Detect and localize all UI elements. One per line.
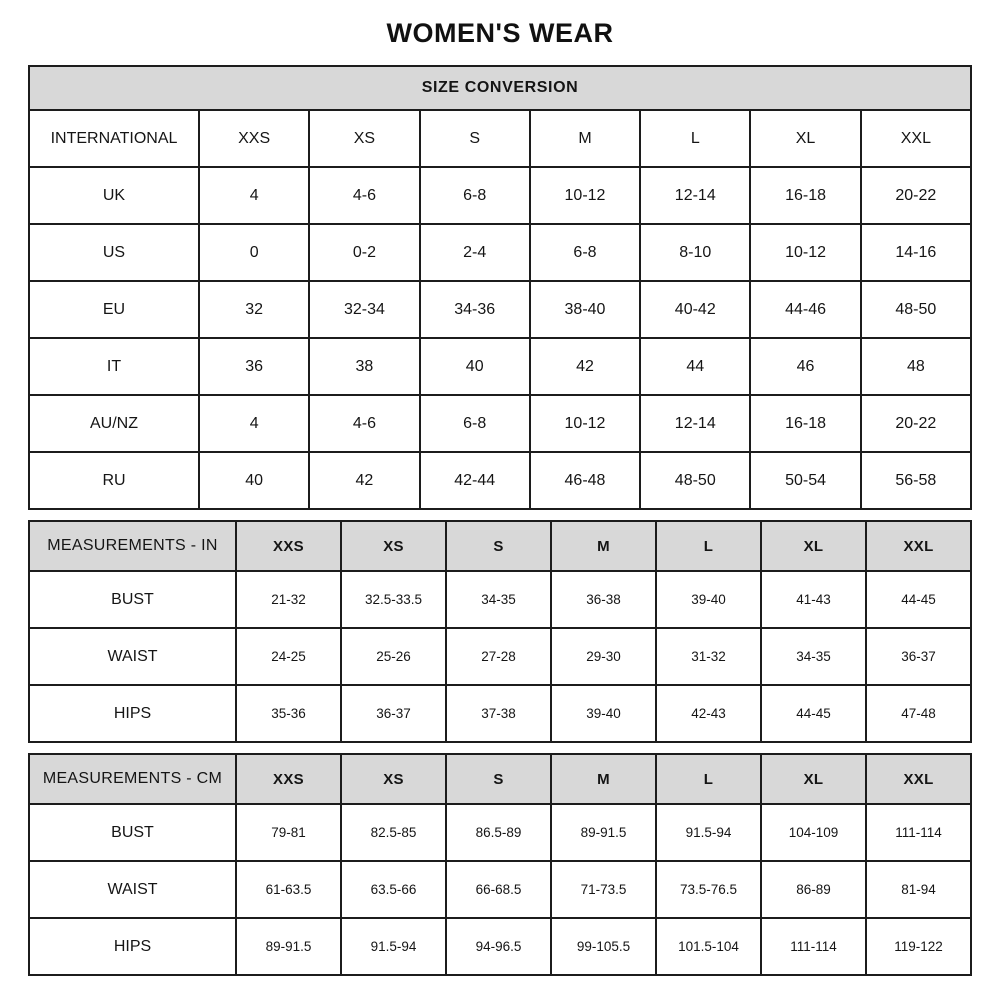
value-cell: 36 bbox=[199, 338, 309, 395]
value-cell: 31-32 bbox=[656, 628, 761, 685]
value-cell: 104-109 bbox=[761, 804, 866, 861]
value-cell: 42 bbox=[309, 452, 419, 509]
value-cell: 41-43 bbox=[761, 571, 866, 628]
table-row bbox=[29, 452, 971, 509]
value-cell: 99-105.5 bbox=[551, 918, 656, 975]
value-cell: 12-14 bbox=[640, 395, 750, 452]
measurements-cm-table bbox=[28, 753, 972, 976]
value-cell: 36-37 bbox=[341, 685, 446, 742]
row-label: WAIST bbox=[29, 861, 236, 918]
value-cell: 71-73.5 bbox=[551, 861, 656, 918]
size-column-header: L bbox=[656, 754, 761, 804]
value-cell: 0-2 bbox=[309, 224, 419, 281]
row-label: HIPS bbox=[29, 685, 236, 742]
value-cell: 46-48 bbox=[530, 452, 640, 509]
value-cell: 4-6 bbox=[309, 395, 419, 452]
value-cell: 10-12 bbox=[530, 395, 640, 452]
table-row bbox=[29, 918, 971, 975]
table-row bbox=[29, 338, 971, 395]
value-cell: 79-81 bbox=[236, 804, 341, 861]
size-column-header: XXL bbox=[861, 110, 971, 167]
value-cell: 56-58 bbox=[861, 452, 971, 509]
value-cell: 111-114 bbox=[761, 918, 866, 975]
value-cell: 50-54 bbox=[750, 452, 860, 509]
value-cell: 48-50 bbox=[640, 452, 750, 509]
measurements_in-corner-header: MEASUREMENTS - IN bbox=[29, 521, 236, 571]
row-label: WAIST bbox=[29, 628, 236, 685]
value-cell: 10-12 bbox=[750, 224, 860, 281]
row-label: EU bbox=[29, 281, 199, 338]
row-label: BUST bbox=[29, 804, 236, 861]
value-cell: 40-42 bbox=[640, 281, 750, 338]
value-cell: 16-18 bbox=[750, 167, 860, 224]
size-column-header: XXL bbox=[866, 521, 971, 571]
value-cell: 16-18 bbox=[750, 395, 860, 452]
value-cell: 91.5-94 bbox=[341, 918, 446, 975]
value-cell: 39-40 bbox=[551, 685, 656, 742]
value-cell: 42 bbox=[530, 338, 640, 395]
page-title: WOMEN'S WEAR bbox=[386, 18, 614, 48]
table-header-row bbox=[29, 110, 971, 167]
value-cell: 20-22 bbox=[861, 395, 971, 452]
value-cell: 44-45 bbox=[761, 685, 866, 742]
size-column-header: XS bbox=[341, 521, 446, 571]
size-column-header: XXL bbox=[866, 754, 971, 804]
value-cell: 10-12 bbox=[530, 167, 640, 224]
measurements_cm-corner-header: MEASUREMENTS - CM bbox=[29, 754, 236, 804]
value-cell: 81-94 bbox=[866, 861, 971, 918]
value-cell: 4 bbox=[199, 167, 309, 224]
value-cell: 38-40 bbox=[530, 281, 640, 338]
size-column-header: XL bbox=[761, 521, 866, 571]
row-label: US bbox=[29, 224, 199, 281]
size-column-header: XS bbox=[309, 110, 419, 167]
value-cell: 46 bbox=[750, 338, 860, 395]
value-cell: 73.5-76.5 bbox=[656, 861, 761, 918]
size-column-header: XXS bbox=[236, 754, 341, 804]
value-cell: 14-16 bbox=[861, 224, 971, 281]
size-column-header: XXS bbox=[236, 521, 341, 571]
value-cell: 36-38 bbox=[551, 571, 656, 628]
row-label: AU/NZ bbox=[29, 395, 199, 452]
value-cell: 6-8 bbox=[420, 395, 530, 452]
table-row bbox=[29, 685, 971, 742]
value-cell: 39-40 bbox=[656, 571, 761, 628]
row-label: RU bbox=[29, 452, 199, 509]
value-cell: 101.5-104 bbox=[656, 918, 761, 975]
table-header-row bbox=[29, 754, 971, 804]
value-cell: 24-25 bbox=[236, 628, 341, 685]
size-column-header: S bbox=[446, 754, 551, 804]
value-cell: 48 bbox=[861, 338, 971, 395]
value-cell: 48-50 bbox=[861, 281, 971, 338]
size-column-header: XS bbox=[341, 754, 446, 804]
value-cell: 89-91.5 bbox=[236, 918, 341, 975]
table-row bbox=[29, 395, 971, 452]
table-row bbox=[29, 224, 971, 281]
value-cell: 32.5-33.5 bbox=[341, 571, 446, 628]
table-row bbox=[29, 571, 971, 628]
value-cell: 0 bbox=[199, 224, 309, 281]
value-cell: 32-34 bbox=[309, 281, 419, 338]
value-cell: 47-48 bbox=[866, 685, 971, 742]
value-cell: 4-6 bbox=[309, 167, 419, 224]
value-cell: 37-38 bbox=[446, 685, 551, 742]
size-conversion-table bbox=[28, 65, 972, 510]
table-title-row bbox=[29, 66, 971, 110]
table-row bbox=[29, 167, 971, 224]
row-label: UK bbox=[29, 167, 199, 224]
value-cell: 21-32 bbox=[236, 571, 341, 628]
size-column-header: XL bbox=[761, 754, 866, 804]
value-cell: 29-30 bbox=[551, 628, 656, 685]
value-cell: 42-43 bbox=[656, 685, 761, 742]
value-cell: 4 bbox=[199, 395, 309, 452]
value-cell: 34-35 bbox=[446, 571, 551, 628]
value-cell: 27-28 bbox=[446, 628, 551, 685]
value-cell: 40 bbox=[420, 338, 530, 395]
size-column-header: L bbox=[656, 521, 761, 571]
value-cell: 44-46 bbox=[750, 281, 860, 338]
table-row bbox=[29, 628, 971, 685]
size-column-header: S bbox=[420, 110, 530, 167]
value-cell: 63.5-66 bbox=[341, 861, 446, 918]
value-cell: 25-26 bbox=[341, 628, 446, 685]
value-cell: 66-68.5 bbox=[446, 861, 551, 918]
size-column-header: L bbox=[640, 110, 750, 167]
value-cell: 61-63.5 bbox=[236, 861, 341, 918]
table-header-row bbox=[29, 521, 971, 571]
value-cell: 91.5-94 bbox=[656, 804, 761, 861]
table-row bbox=[29, 804, 971, 861]
value-cell: 32 bbox=[199, 281, 309, 338]
table-row bbox=[29, 281, 971, 338]
value-cell: 34-36 bbox=[420, 281, 530, 338]
value-cell: 86-89 bbox=[761, 861, 866, 918]
value-cell: 42-44 bbox=[420, 452, 530, 509]
value-cell: 119-122 bbox=[866, 918, 971, 975]
value-cell: 34-35 bbox=[761, 628, 866, 685]
row-label: HIPS bbox=[29, 918, 236, 975]
size-column-header: XXS bbox=[199, 110, 309, 167]
size-column-header: M bbox=[530, 110, 640, 167]
size_conversion-corner-header: INTERNATIONAL bbox=[29, 110, 199, 167]
value-cell: 86.5-89 bbox=[446, 804, 551, 861]
value-cell: 82.5-85 bbox=[341, 804, 446, 861]
size-column-header: M bbox=[551, 754, 656, 804]
size-column-header: S bbox=[446, 521, 551, 571]
size-column-header: M bbox=[551, 521, 656, 571]
value-cell: 89-91.5 bbox=[551, 804, 656, 861]
value-cell: 6-8 bbox=[530, 224, 640, 281]
value-cell: 8-10 bbox=[640, 224, 750, 281]
table-row bbox=[29, 861, 971, 918]
value-cell: 44-45 bbox=[866, 571, 971, 628]
measurements-in-table bbox=[28, 520, 972, 743]
row-label: IT bbox=[29, 338, 199, 395]
value-cell: 2-4 bbox=[420, 224, 530, 281]
value-cell: 12-14 bbox=[640, 167, 750, 224]
value-cell: 20-22 bbox=[861, 167, 971, 224]
size_conversion-title: SIZE CONVERSION bbox=[29, 66, 971, 110]
value-cell: 94-96.5 bbox=[446, 918, 551, 975]
value-cell: 111-114 bbox=[866, 804, 971, 861]
row-label: BUST bbox=[29, 571, 236, 628]
size-column-header: XL bbox=[750, 110, 860, 167]
value-cell: 38 bbox=[309, 338, 419, 395]
value-cell: 44 bbox=[640, 338, 750, 395]
value-cell: 6-8 bbox=[420, 167, 530, 224]
value-cell: 36-37 bbox=[866, 628, 971, 685]
value-cell: 40 bbox=[199, 452, 309, 509]
value-cell: 35-36 bbox=[236, 685, 341, 742]
